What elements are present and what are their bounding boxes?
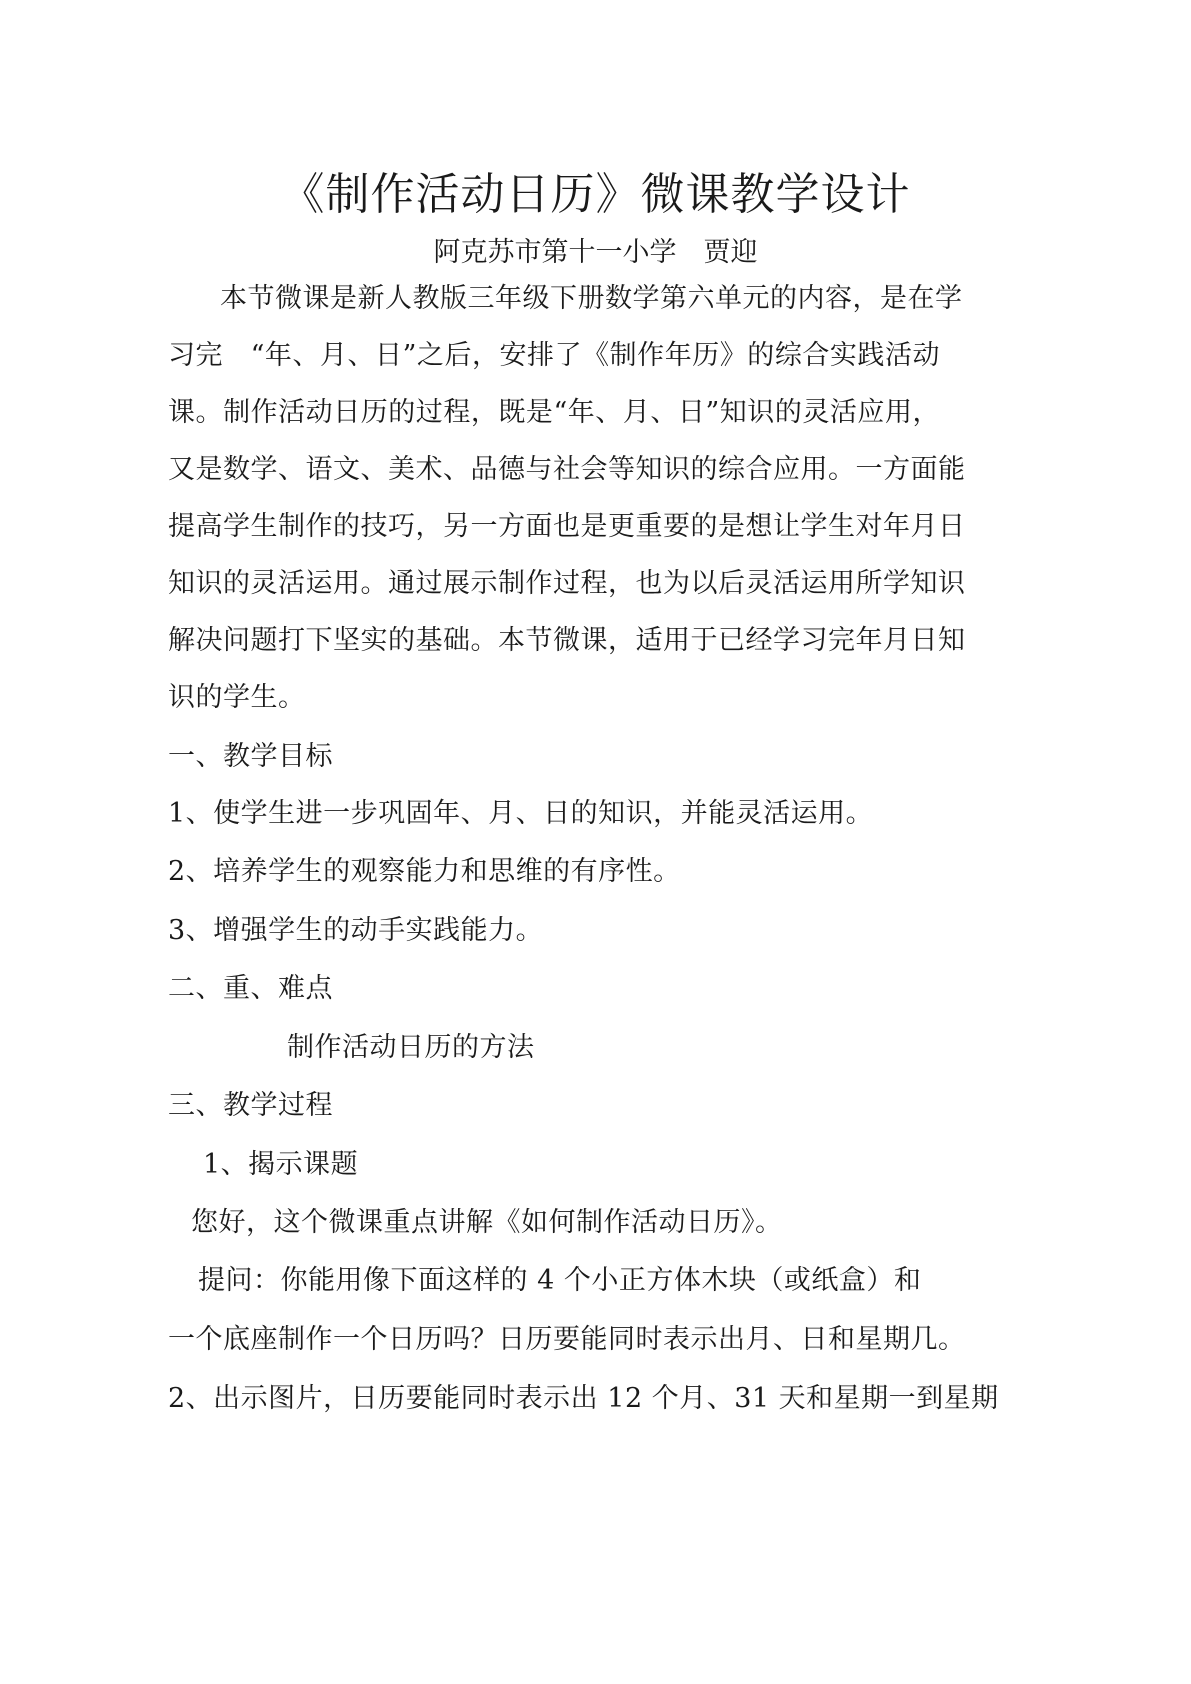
intro-line: 解决问题打下坚实的基础。本节微课，适用于已经学习完年月日知 <box>168 625 966 656</box>
intro-line: 课。制作活动日历的过程，既是“年、月、日”知识的灵活应用， <box>168 397 940 428</box>
key-points-content: 制作活动日历的方法 <box>287 1032 535 1063</box>
section-heading-key-points: 二、重、难点 <box>168 973 333 1004</box>
document-title: 《制作活动日历》微课教学设计 <box>280 169 911 220</box>
process-question: 一个底座制作一个日历吗？日历要能同时表示出月、日和星期几。 <box>168 1324 966 1355</box>
intro-line: 知识的灵活运用。通过展示制作过程，也为以后灵活运用所学知识 <box>168 568 966 599</box>
intro-line: 提高学生制作的技巧，另一方面也是更重要的是想让学生对年月日 <box>168 511 966 542</box>
objective-item: 2、培养学生的观察能力和思维的有序性。 <box>168 856 681 887</box>
document-author: 阿克苏市第十一小学 贾迎 <box>433 237 758 268</box>
objective-item: 1、使学生进一步巩固年、月、日的知识，并能灵活运用。 <box>168 798 874 829</box>
intro-line: 识的学生。 <box>168 682 306 713</box>
section-heading-objectives: 一、教学目标 <box>168 741 333 772</box>
section-heading-process: 三、教学过程 <box>168 1090 333 1121</box>
process-question: 提问：你能用像下面这样的 4 个小正方体木块（或纸盒）和 <box>198 1265 922 1296</box>
process-step: 1、揭示课题 <box>203 1149 359 1180</box>
objective-item: 3、增强学生的动手实践能力。 <box>168 915 544 946</box>
process-greeting: 您好，这个微课重点讲解《如何制作活动日历》。 <box>191 1207 783 1238</box>
process-step: 2、出示图片，日历要能同时表示出 12 个月、31 天和星期一到星期 <box>168 1383 999 1414</box>
intro-line: 习完 “年、月、日”之后，安排了《制作年历》的综合实践活动 <box>168 340 940 371</box>
intro-line: 又是数学、语文、美术、品德与社会等知识的综合应用。一方面能 <box>168 454 966 485</box>
intro-line: 本节微课是新人教版三年级下册数学第六单元的内容，是在学 <box>220 283 963 314</box>
